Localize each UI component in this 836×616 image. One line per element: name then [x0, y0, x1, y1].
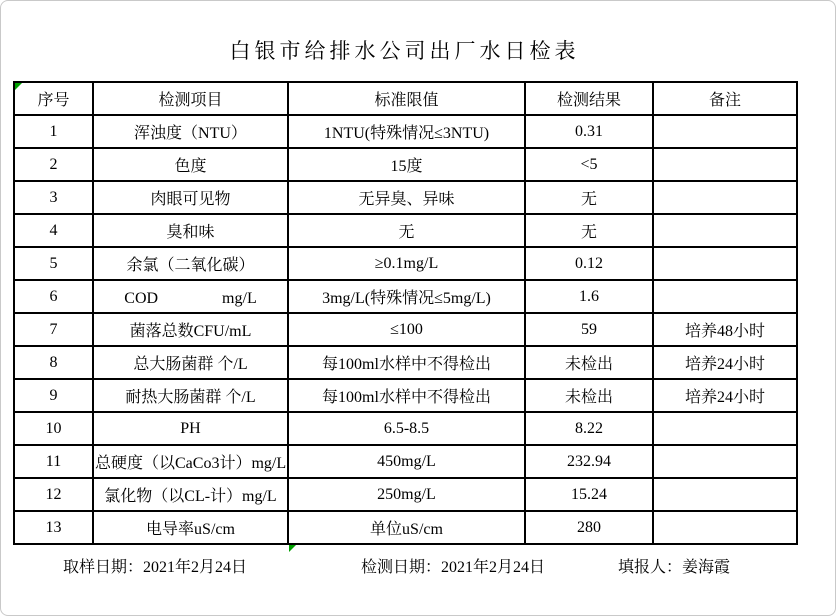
- cell-limit: ≤100: [288, 313, 525, 346]
- cell-no: 8: [14, 346, 93, 379]
- cell-remark: [653, 445, 797, 478]
- cell-limit: ≥0.1mg/L: [288, 247, 525, 280]
- cell-item: COD mg/L: [93, 280, 288, 313]
- cell-item: 总大肠菌群 个/L: [93, 346, 288, 379]
- cell-result: <5: [525, 148, 653, 181]
- cell-limit: 无: [288, 214, 525, 247]
- cell-result: 无: [525, 181, 653, 214]
- cell-no: 1: [14, 115, 93, 148]
- cell-remark: [653, 247, 797, 280]
- cell-remark: 培养24小时: [653, 346, 797, 379]
- cell-remark: [653, 280, 797, 313]
- cell-result: 8.22: [525, 412, 653, 445]
- cell-no: 5: [14, 247, 93, 280]
- cell-item: PH: [93, 412, 288, 445]
- col-header-item: 检测项目: [93, 82, 288, 115]
- table-row: [14, 412, 797, 445]
- cell-result: 232.94: [525, 445, 653, 478]
- cell-no: 12: [14, 478, 93, 511]
- cell-limit: 每100ml水样中不得检出: [288, 346, 525, 379]
- cell-result: 280: [525, 511, 653, 544]
- cell-no: 10: [14, 412, 93, 445]
- cell-item: 总硬度（以CaCo3计）mg/L: [93, 445, 288, 478]
- header-row: [14, 82, 797, 115]
- cell-result: 15.24: [525, 478, 653, 511]
- cell-item: 肉眼可见物: [93, 181, 288, 214]
- page-title: 白银市给排水公司出厂水日检表: [229, 39, 580, 63]
- table-row: [14, 280, 797, 313]
- sampling-date-text: 取样日期：2021年2月24日: [63, 559, 248, 576]
- col-header-result: 检测结果: [525, 82, 653, 115]
- cell-remark: [653, 478, 797, 511]
- cell-limit: 6.5-8.5: [288, 412, 525, 445]
- col-header-no: 序号: [14, 82, 93, 115]
- table-row: [14, 511, 797, 544]
- col-header-remark: 备注: [653, 82, 797, 115]
- cell-item: 氯化物（以CL-计）mg/L: [93, 478, 288, 511]
- table-row: [14, 379, 797, 412]
- cell-no: 13: [14, 511, 93, 544]
- table-row: [14, 181, 797, 214]
- cell-result: 未检出: [525, 346, 653, 379]
- cell-remark: [653, 511, 797, 544]
- cell-remark: [653, 148, 797, 181]
- green-bottom-marker-icon: [289, 545, 296, 552]
- cell-limit: 每100ml水样中不得检出: [288, 379, 525, 412]
- table-row: [14, 313, 797, 346]
- cell-item: 余氯（二氧化碳）: [93, 247, 288, 280]
- table-row: [14, 478, 797, 511]
- cell-remark: [653, 412, 797, 445]
- cell-limit: 15度: [288, 148, 525, 181]
- cell-limit: 450mg/L: [288, 445, 525, 478]
- cell-remark: [653, 214, 797, 247]
- cell-result: 0.31: [525, 115, 653, 148]
- table-row: [14, 214, 797, 247]
- col-header-limit: 标准限值: [288, 82, 525, 115]
- cell-item: 耐热大肠菌群 个/L: [93, 379, 288, 412]
- cell-remark: 培养48小时: [653, 313, 797, 346]
- table-row: [14, 346, 797, 379]
- cell-item: 菌落总数CFU/mL: [93, 313, 288, 346]
- cell-limit: 无异臭、异味: [288, 181, 525, 214]
- reporter-text: 填报人：姜海霞: [618, 559, 731, 576]
- cell-result: 未检出: [525, 379, 653, 412]
- cell-limit: 单位uS/cm: [288, 511, 525, 544]
- table-row: [14, 148, 797, 181]
- cell-result: 1.6: [525, 280, 653, 313]
- cell-item: 浑浊度（NTU）: [93, 115, 288, 148]
- cell-limit: 250mg/L: [288, 478, 525, 511]
- cell-no: 3: [14, 181, 93, 214]
- cell-item: 色度: [93, 148, 288, 181]
- cell-no: 9: [14, 379, 93, 412]
- cell-item: 电导率uS/cm: [93, 511, 288, 544]
- daily-check-table: [13, 81, 798, 545]
- cell-remark: [653, 181, 797, 214]
- cell-result: 无: [525, 214, 653, 247]
- cell-result: 0.12: [525, 247, 653, 280]
- cell-limit: 1NTU(特殊情况≤3NTU): [288, 115, 525, 148]
- table-row: [14, 445, 797, 478]
- cell-no: 11: [14, 445, 93, 478]
- cell-no: 6: [14, 280, 93, 313]
- cell-limit: 3mg/L(特殊情况≤5mg/L): [288, 280, 525, 313]
- table-row: [14, 247, 797, 280]
- cell-no: 7: [14, 313, 93, 346]
- cell-no: 4: [14, 214, 93, 247]
- cell-item: 臭和味: [93, 214, 288, 247]
- cell-remark: 培养24小时: [653, 379, 797, 412]
- cell-result: 59: [525, 313, 653, 346]
- cell-no: 2: [14, 148, 93, 181]
- table-row: [14, 115, 797, 148]
- cell-remark: [653, 115, 797, 148]
- test-date-text: 检测日期：2021年2月24日: [361, 559, 546, 576]
